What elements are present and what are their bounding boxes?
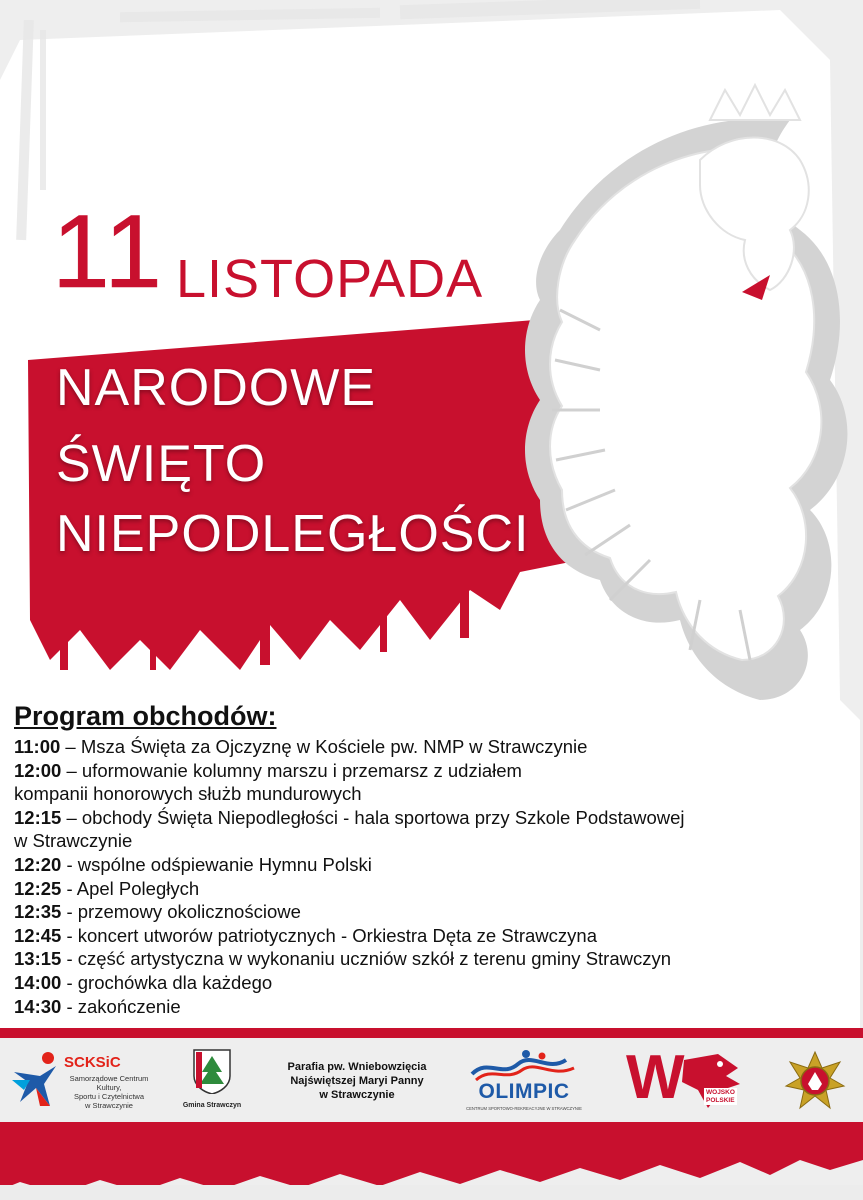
title-day: 11 xyxy=(52,194,164,310)
program-item xyxy=(14,806,844,830)
scksic-line-2: Sportu i Czytelnictwa xyxy=(73,1092,145,1101)
program-time: 14:30 xyxy=(14,995,62,1017)
program-time: 12:45 xyxy=(14,924,62,946)
program-text: - część artystyczna w wykonaniu uczniów szkół z terenu gminy Strawczyn xyxy=(61,948,672,970)
wojsko-line-2: POLSKIE xyxy=(706,1096,735,1104)
program-item xyxy=(14,995,844,1019)
program-text: - przemowy okolicznościowe xyxy=(61,901,301,923)
fire-brigade-emblem-icon xyxy=(784,1050,846,1112)
olimpic-name: OLIMPIC xyxy=(478,1080,570,1103)
program-item xyxy=(14,759,844,783)
logo-olimpic xyxy=(466,1048,582,1120)
logo-parafia xyxy=(262,1060,452,1102)
program-item xyxy=(14,735,844,759)
program-text: - zakończenie xyxy=(61,995,181,1017)
logo-fire-brigade xyxy=(784,1050,846,1112)
logo-gmina xyxy=(182,1048,242,1120)
logo-wojsko xyxy=(626,1043,750,1118)
scksic-caption xyxy=(58,1074,160,1110)
program-time: 14:00 xyxy=(14,971,62,993)
parafia-line-1: Parafia pw. Wniebowzięcia xyxy=(287,1061,427,1073)
program-section xyxy=(14,700,844,1018)
scksic-line-3: w Strawczynie xyxy=(85,1101,133,1110)
logo-scksic xyxy=(10,1048,160,1118)
program-item xyxy=(14,971,844,995)
program-text: - Apel Poległych xyxy=(61,877,200,899)
program-time: 12:35 xyxy=(14,901,62,923)
program-time: 12:25 xyxy=(14,877,62,899)
program-text: – uformowanie kolumny marszu i przemarsz z udziałem xyxy=(61,759,522,781)
program-item xyxy=(14,829,844,853)
parafia-line-3: w Strawczynie xyxy=(319,1089,395,1101)
wojsko-mark: W xyxy=(626,1043,681,1112)
program-heading: Program obchodów: xyxy=(14,701,277,731)
program-time: 13:15 xyxy=(14,948,62,970)
scksic-name: SCKSiC xyxy=(64,1054,121,1071)
program-time: 11:00 xyxy=(14,736,61,757)
title-line-3: NIEPODLEGŁOŚCI xyxy=(56,505,530,563)
scksic-figure-icon xyxy=(10,1050,60,1110)
program-item xyxy=(14,924,844,948)
wojsko-line-1: WOJSKO xyxy=(706,1089,735,1096)
gmina-crest-icon xyxy=(192,1048,232,1094)
scksic-line-1: Samorządowe Centrum Kultury, xyxy=(69,1074,149,1092)
program-time: 12:20 xyxy=(14,853,62,875)
program-text: – obchody Święta Niepodległości - hala sportowa przy Szkole Podstawowej xyxy=(61,806,685,828)
wojsko-caption xyxy=(704,1088,737,1105)
program-text: - grochówka dla każdego xyxy=(61,971,273,993)
olimpic-wave-icon xyxy=(466,1048,582,1082)
program-text: w Strawczynie xyxy=(14,830,133,852)
program-item xyxy=(14,947,844,971)
program-text: – Msza Święta za Ojczyznę w Kościele pw. NMP w Strawczynie xyxy=(60,736,588,757)
program-item xyxy=(14,853,844,877)
program-item xyxy=(14,877,844,901)
sponsor-logos xyxy=(0,1040,863,1125)
program-text: - koncert utworów patriotycznych - Orkiestra Dęta ze Strawczyna xyxy=(61,924,597,946)
bottom-red-stripe xyxy=(0,1028,863,1038)
title-line-2: ŚWIĘTO xyxy=(56,435,267,493)
parafia-line-2: Najświętszej Maryi Panny xyxy=(290,1075,424,1087)
program-text: kompanii honorowych służb mundurowych xyxy=(14,783,362,805)
title-line-1: NARODOWE xyxy=(56,359,376,417)
program-time: 12:00 xyxy=(14,759,62,781)
gmina-name: Gmina Strawczyn xyxy=(182,1102,242,1109)
program-text: - wspólne odśpiewanie Hymnu Polski xyxy=(61,853,372,875)
program-time: 12:15 xyxy=(14,806,62,828)
program-item xyxy=(14,782,844,806)
title-month: LISTOPADA xyxy=(176,249,484,309)
olimpic-subtitle: CENTRUM SPORTOWO-REKREACYJNE W STRAWCZYNIE xyxy=(466,1106,582,1111)
program-item xyxy=(14,900,844,924)
